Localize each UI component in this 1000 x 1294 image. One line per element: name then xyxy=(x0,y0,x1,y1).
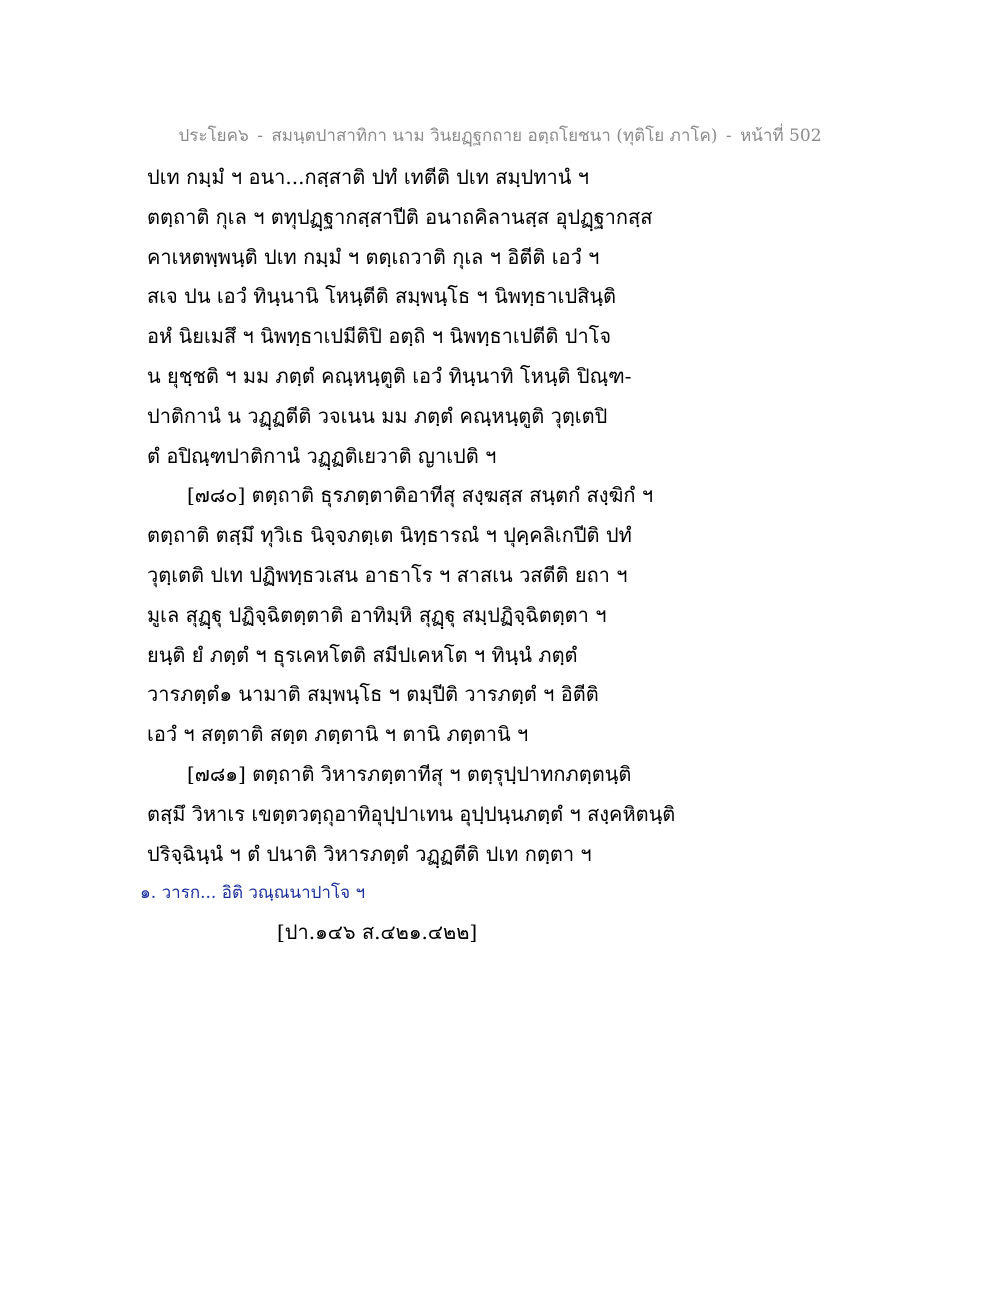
text-line: เอวํ ฯ สตฺตาติ สตฺต ภตฺตานิ ฯ ตานิ ภตฺตานิ ฯ xyxy=(147,722,529,747)
footnote: ๑. วารก... อิติ วณฺณนาปาโจ ฯ xyxy=(140,883,366,904)
text-line: น ยุชฺชติ ฯ มม ภตฺตํ คณฺหนฺตูติ เอวํ ทินฺนาทิ โหนฺติ ปิณฺฑ- xyxy=(147,363,632,388)
text-line: ตตฺถาติ กุเล ฯ ตทุปฏฺฐากสฺสาปีติ อนาถคิลานสฺส อุปฏฺฐากสฺส xyxy=(147,204,653,229)
text-line: สเจ ปน เอวํ ทินฺนานิ โหนฺตีติ สมฺพนฺโธ ฯ นิพทฺธาเปสินฺติ xyxy=(147,284,617,309)
text-line: ปเท กมฺมํ ฯ อนา...กสฺสาติ ปทํ เทตีติ ปเท สมฺปทานํ ฯ xyxy=(147,165,590,189)
text-line: อหํ นิยเมสึ ฯ นิพทฺธาเปมีติปิ อตฺถิ ฯ นิพทฺธาเปตีติ ปาโจ xyxy=(147,324,612,349)
paragraph-780-start: [๗๘๐] ตตฺถาติ ธุรภตฺตาติอาทีสุ สงฺฆสฺส สนฺตกํ สงฺฆิกํ ฯ xyxy=(187,483,654,508)
header-book: ประโยค๖ xyxy=(178,126,249,146)
text-line: มูเล สุฏฺฐุ ปฏิจฺฉิตตฺตาติ อาทิมฺหิ สุฏฺฐุ สมฺปฏิจฺฉิตตฺตา ฯ xyxy=(147,602,607,627)
text-line: ตสฺมึ วิหาเร เขตฺตวตฺถุอาทิอุปฺปาเทน อุปฺปนฺนภตฺตํ ฯ สงฺคหิตนฺติ xyxy=(147,801,676,826)
text-line: ปริจฺฉินฺนํ ฯ ตํ ปนาติ วิหารภตฺตํ วฏฺฏตีติ ปเท กตฺตา ฯ xyxy=(147,841,592,866)
header-separator: - xyxy=(257,126,263,146)
text-line: ตตฺถาติ ตสฺมึ ทุวิเธ นิจฺจภตฺเต นิทฺธารณํ ฯ ปุคฺคลิเกปีติ ปทํ xyxy=(147,523,632,548)
page-header xyxy=(0,122,1000,150)
header-title: สมนฺตปาสาทิกา นาม วินยฏฺฐกถาย อตฺถโยชนา (ทุติโย ภาโค) xyxy=(271,126,718,146)
text-line: วารภตฺตํ๑ นามาติ สมฺพนฺโธ ฯ ตมฺปีติ วารภตฺตํ ฯ อิตีติ xyxy=(147,682,599,707)
header-separator: - xyxy=(725,126,732,146)
paragraph-781-start: [๗๘๑] ตตฺถาติ วิหารภตฺตาทีสุ ฯ ตตฺรุปฺปาทกภตฺตนฺติ xyxy=(187,761,632,786)
text-line: ตํ อปิณฺฑปาติกานํ วฏฺฏติเยวาติ ญาเปติ ฯ xyxy=(147,443,497,468)
text-line: วุตฺเตติ ปเท ปฏิพทฺธวเสน อาธาโร ฯ สาสเน วสตีติ ยถา ฯ xyxy=(147,562,628,587)
page-reference: [ปา.๑๔๖ ส.๔๒๑.๔๒๒] xyxy=(277,920,478,945)
text-line: ยนฺติ ยํ ภตฺตํ ฯ ธุรเคหโตติ สมีปเคหโต ฯ ทินฺนํ ภตฺตํ xyxy=(147,642,578,667)
body-text xyxy=(140,158,676,952)
text-line: คาเหตพฺพนฺติ ปเท กมฺมํ ฯ ตตฺเถวาติ กุเล ฯ อิตีติ เอวํ ฯ xyxy=(147,244,600,269)
text-line: ปาติกานํ น วฏฺฏตีติ วจเนน มม ภตฺตํ คณฺหนฺตูติ วุตฺเตปิ xyxy=(147,403,608,428)
header-page-number: หน้าที่ 502 xyxy=(740,126,822,146)
